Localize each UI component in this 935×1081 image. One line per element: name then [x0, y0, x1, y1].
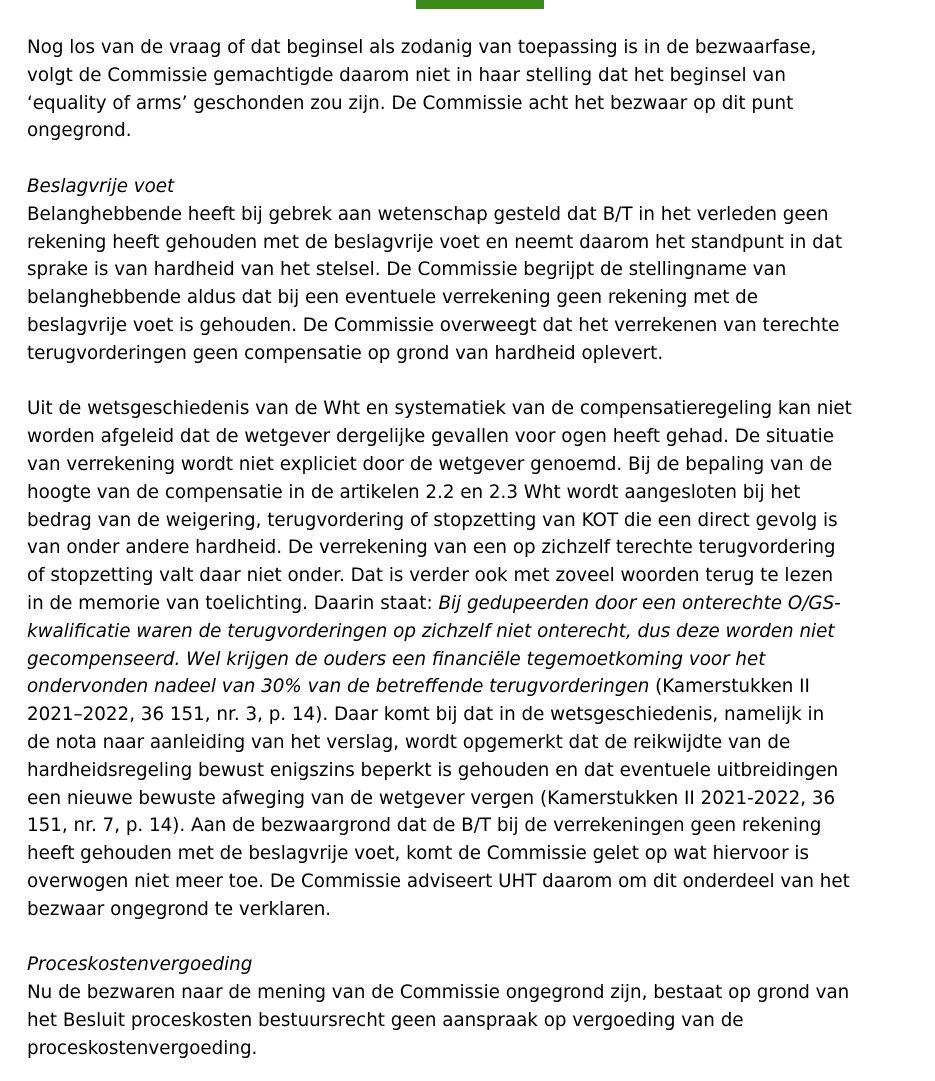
paragraph-beslagvrije-voet — [27, 201, 935, 368]
paragraph-proceskosten — [27, 979, 935, 1062]
paragraph-line: terugvorderingen geen compensatie op grond van hardheid oplevert. — [27, 342, 664, 364]
paragraph-line: van onder andere hardheid. De verrekening van een op zichzelf terechte terugvordering — [27, 537, 836, 559]
quotation-italic: ondervonden nadeel van 30% van de betreffende terugvorderingen — [27, 676, 650, 698]
section-heading-proceskostenvergoeding: Proceskostenvergoeding — [27, 954, 253, 976]
paragraph-line: ‘equality of arms’ geschonden zou zijn. De Commissie acht het bezwaar op dit punt — [27, 92, 794, 114]
paragraph-line: belanghebbende aldus dat bij een eventuele verrekening geen rekening met de — [27, 287, 759, 309]
paragraph-line: van verrekening wordt niet expliciet door de wetgever genoemd. Bij de bepaling van de — [27, 453, 833, 475]
paragraph-line: 151, nr. 7, p. 14). Aan de bezwaargrond dat de B/T bij de verrekeningen geen rekening — [27, 815, 822, 837]
paragraph-line: hoogte van de compensatie in de artikelen 2.2 en 2.3 Wht wordt aangesloten bij het — [27, 481, 801, 503]
paragraph-line: Nu de bezwaren naar de mening van de Commissie ongegrond zijn, bestaat op grond van — [27, 982, 850, 1004]
paragraph-line: heeft gehouden met de beslagvrije voet, komt de Commissie gelet op wat hiervoor is — [27, 843, 810, 865]
paragraph-line: bedrag van de weigering, terugvordering of stopzetting van KOT die een direct gevolg is — [27, 509, 838, 531]
paragraph-line: volgt de Commissie gemachtigde daarom niet in haar stelling dat het beginsel van — [27, 64, 786, 86]
paragraph-line: Nog los van de vraag of dat beginsel als zodanig van toepassing is in de bezwaarfase, — [27, 37, 817, 58]
paragraph-line: 2021–2022, 36 151, nr. 3, p. 14). Daar komt bij dat in de wetsgeschiedenis, namelijk in — [27, 704, 825, 726]
section-heading-beslagvrije-voet: Beslagvrije voet — [27, 175, 175, 197]
paragraph-line: het Besluit proceskosten bestuursrecht geen aanspraak op vergoeding van de — [27, 1009, 744, 1031]
top-accent-bar — [416, 0, 544, 9]
quotation-italic: Bij gedupeerden door een onterechte O/GS- — [438, 592, 841, 614]
quotation-line: gecompenseerd. Wel krijgen de ouders een financiële tegemoetkoming voor het — [27, 648, 766, 670]
paragraph-line — [27, 673, 935, 701]
paragraph-line: ongegrond. — [27, 120, 132, 142]
document-body — [27, 34, 935, 1062]
paragraph-line: Belanghebbende heeft bij gebrek aan wetenschap gesteld dat B/T in het verleden geen — [27, 203, 829, 225]
paragraph-line: of stopzetting valt daar niet onder. Dat is verder ook met zoveel woorden terug te lezen — [27, 565, 834, 587]
paragraph-line: rekening heeft gehouden met de beslagvrije voet en neemt daarom het standpunt in dat — [27, 231, 843, 253]
paragraph-line: beslagvrije voet is gehouden. De Commissie overweegt dat het verrekenen van terechte — [27, 314, 840, 336]
paragraph-line: bezwaar ongegrond te verklaren. — [27, 898, 332, 920]
paragraph-bezwaarfase — [27, 34, 935, 145]
paragraph-wetsgeschiedenis — [27, 395, 935, 923]
paragraph-line: hardheidsregeling bewust enigszins beperkt is gehouden en dat eventuele uitbreidingen — [27, 759, 839, 781]
paragraph-line: de nota naar aanleiding van het verslag, wordt opgemerkt dat de reikwijdte van de — [27, 731, 791, 753]
quotation-line: kwalificatie waren de terugvorderingen op zichzelf niet onterecht, dus deze worden niet — [27, 620, 835, 642]
paragraph-line: een nieuwe bewuste afweging van de wetgever vergen (Kamerstukken II 2021-2022, 36 — [27, 787, 836, 809]
paragraph-line: worden afgeleid dat de wetgever dergelijke gevallen voor ogen heeft gehad. De situatie — [27, 426, 834, 448]
paragraph-line — [27, 590, 935, 618]
citation-text: (Kamerstukken II — [649, 676, 810, 698]
paragraph-line: Uit de wetsgeschiedenis van de Wht en systematiek van de compensatieregeling kan niet — [27, 398, 852, 420]
paragraph-line: proceskostenvergoeding. — [27, 1037, 258, 1059]
plain-text: in de memorie van toelichting. Daarin staat: — [27, 592, 439, 614]
paragraph-line: sprake is van hardheid van het stelsel. De Commissie begrijpt de stellingname van — [27, 259, 787, 281]
paragraph-line: overwogen niet meer toe. De Commissie adviseert UHT daarom om dit onderdeel van het — [27, 870, 850, 892]
